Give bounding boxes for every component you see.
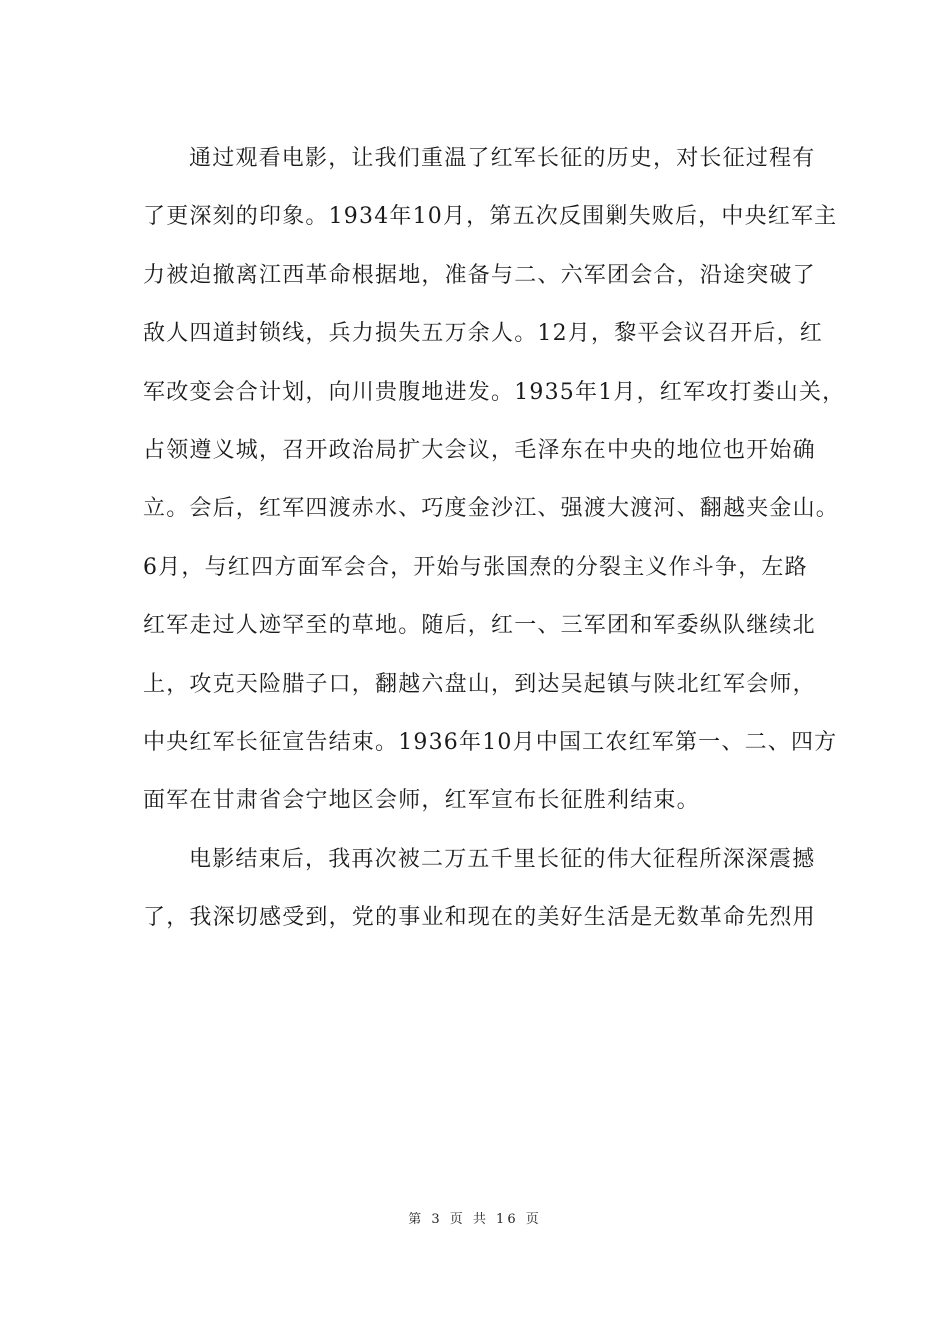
page-number-footer: 第 3 页 共 16 页 — [408, 1212, 542, 1227]
paragraph-1-line-5: 军改变会合计划，向川贵腹地进发。1935年1月，红军攻打娄山关， — [143, 379, 846, 405]
paragraph-1-line-10: 上，攻克天险腊子口，翻越六盘山，到达吴起镇与陕北红军会师， — [143, 671, 816, 697]
body-text — [143, 130, 846, 947]
paragraph-2-line-1: 电影结束后，我再次被二万五千里长征的伟大征程所深深震撼 — [189, 846, 816, 872]
paragraph-1-line-9: 红军走过人迹罕至的草地。随后，红一、三军团和军委纵队继续北 — [143, 613, 816, 639]
paragraph-1-line-12: 面军在甘肃省会宁地区会师，红军宣布长征胜利结束。 — [143, 788, 700, 814]
paragraph-1-line-4: 敌人四道封锁线，兵力损失五万余人。12月，黎平会议召开后，红 — [143, 321, 823, 347]
paragraph-1-line-8: 6月，与红四方面军会合，开始与张国焘的分裂主义作斗争，左路 — [143, 554, 808, 580]
paragraph-1-line-2: 了更深刻的印象。1934年10月，第五次反围剿失败后，中央红军主 — [143, 204, 838, 230]
paragraph-1-line-6: 占领遵义城，召开政治局扩大会议，毛泽东在中央的地位也开始确 — [143, 437, 816, 463]
paragraph-1-line-3: 力被迫撤离江西革命根据地，准备与二、六军团会合，沿途突破了 — [143, 262, 816, 288]
paragraph-1-line-11: 中央红军长征宣告结束。1936年10月中国工农红军第一、二、四方 — [143, 729, 838, 755]
paragraph-1-line-7: 立。会后，红军四渡赤水、巧度金沙江、强渡大渡河、翻越夹金山。 — [143, 496, 840, 522]
paragraph-1-line-1: 通过观看电影，让我们重温了红军长征的历史，对长征过程有 — [189, 146, 816, 171]
paragraph-2-line-2: 了，我深切感受到，党的事业和现在的美好生活是无数革命先烈用 — [143, 905, 816, 931]
